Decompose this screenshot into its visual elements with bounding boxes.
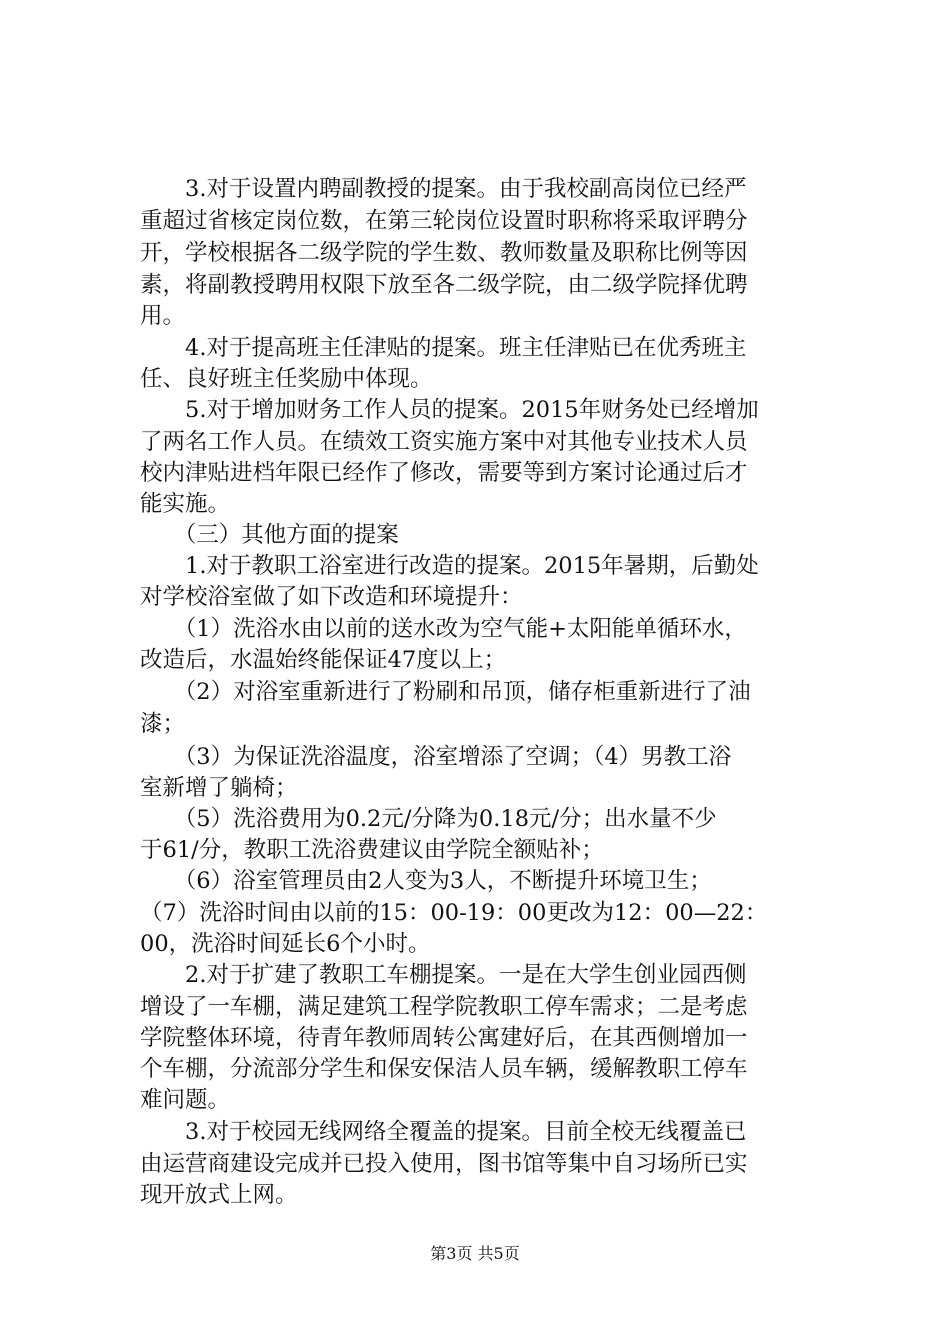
paragraph-line: （2）对浴室重新进行了粉刷和吊顶，储存柜重新进行了油 (140, 679, 751, 705)
paragraph-line: 开，学校根据各二级学院的学生数、教师数量及职称比例等因 (140, 240, 748, 266)
paragraph-line: 对学校浴室做了如下改造和环境提升： (140, 584, 523, 610)
paragraph-line: 个车棚，分流部分学生和保安保洁人员车辆，缓解教职工停车 (140, 1056, 748, 1082)
paragraph-line: 室新增了躺椅； (140, 775, 298, 801)
paragraph-line: （6）浴室管理员由2人变为3人，不断提升环境卫生； (140, 868, 712, 894)
paragraph-line: （5）洗浴费用为0.2元/分降为0.18元/分；出水量不少 (140, 806, 717, 832)
paragraph-line: 学院整体环境，待青年教师周转公寓建好后，在其西侧增加一 (140, 1025, 748, 1051)
paragraph-line: （1）洗浴水由以前的送水改为空气能+太阳能单循环水， (140, 616, 747, 642)
paragraph-line: 现开放式上网。 (140, 1182, 298, 1208)
paragraph-line: 漆； (140, 711, 186, 737)
paragraph-line: 于61/分，教职工洗浴费建议由学院全额贴补； (140, 837, 604, 863)
paragraph-line: 增设了一车棚，满足建筑工程学院教职工停车需求；二是考虑 (140, 994, 748, 1020)
paragraph-line: 能实施。 (140, 491, 231, 517)
paragraph-line: 3.对于校园无线网络全覆盖的提案。目前全校无线覆盖已 (140, 1119, 747, 1145)
paragraph-line: 难问题。 (140, 1087, 231, 1113)
paragraph-line: 校内津贴进档年限已经作了修改，需要等到方案讨论通过后才 (140, 460, 748, 486)
paragraph-line: 2.对于扩建了教职工车棚提案。一是在大学生创业园西侧 (140, 962, 747, 988)
paragraph-line: （3）为保证洗浴温度，浴室增添了空调；（4）男教工浴 (140, 744, 732, 770)
paragraph-line: 3.对于设置内聘副教授的提案。由于我校副高岗位已经严 (140, 176, 747, 202)
paragraph-line: （7）洗浴时间由以前的15：00-19：00更改为12：00—22： (140, 900, 768, 926)
paragraph-line: 了两名工作人员。在绩效工资实施方案中对其他专业技术人员 (140, 429, 748, 455)
paragraph-line: 5.对于增加财务工作人员的提案。2015年财务处已经增加 (140, 397, 759, 423)
paragraph-line: 4.对于提高班主任津贴的提案。班主任津贴已在优秀班主 (140, 335, 747, 361)
paragraph-line: 用。 (140, 303, 186, 329)
paragraph-line: 重超过省核定岗位数，在第三轮岗位设置时职称将采取评聘分 (140, 208, 748, 234)
paragraph-line: 素，将副教授聘用权限下放至各二级学院，由二级学院择优聘 (140, 272, 748, 298)
paragraph-line: 00，洗浴时间延长6个小时。 (140, 931, 431, 957)
paragraph-line: 1.对于教职工浴室进行改造的提案。2015年暑期，后勤处 (140, 553, 759, 579)
paragraph-line: 由运营商建设完成并已投入使用，图书馆等集中自习场所已实 (140, 1151, 748, 1177)
paragraph-line: 改造后，水温始终能保证47度以上； (140, 647, 507, 673)
section-heading: （三）其他方面的提案 (140, 522, 399, 548)
page-footer: 第3页 共5页 (430, 1244, 520, 1263)
paragraph-line: 任、良好班主任奖励中体现。 (140, 366, 433, 392)
